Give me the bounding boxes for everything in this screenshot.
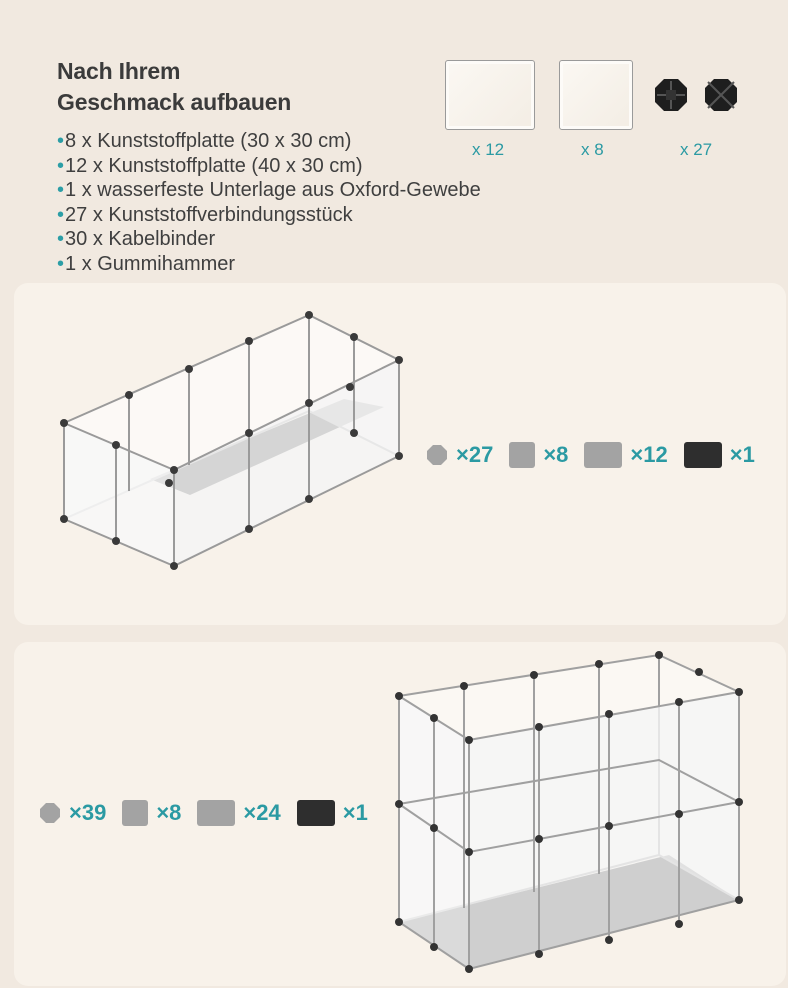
small-panel-image (559, 60, 633, 130)
small-panel-icon (122, 800, 148, 826)
list-item: • 8 x Kunststoffplatte (30 x 30 cm) (57, 129, 481, 154)
list-item: • 12 x Kunststoffplatte (40 x 30 cm) (57, 154, 481, 179)
mat-count: ×1 (729, 442, 755, 467)
title-line-1: Nach Ihrem (57, 58, 181, 84)
connector-icon (704, 78, 738, 112)
connector-icon (426, 444, 448, 466)
flat-pen-illustration (44, 283, 444, 625)
mat-icon (684, 442, 722, 468)
connector-qty: x 27 (680, 140, 713, 159)
large-panel-qty: x 12 (472, 140, 505, 159)
large-panel-icon (584, 442, 622, 468)
connector-count: ×39 (69, 800, 107, 825)
page-title (57, 56, 291, 118)
connector-icon (654, 78, 688, 112)
mat-count: ×1 (342, 800, 368, 825)
connector-count: ×27 (456, 442, 494, 467)
config-1-legend (426, 442, 771, 468)
title-line-2: Geschmack aufbauen (57, 89, 292, 115)
list-item: • 1 x wasserfeste Unterlage aus Oxford-Gewebe (57, 178, 481, 203)
tall-pen-illustration (384, 642, 754, 986)
small-panel-count: ×8 (156, 800, 182, 825)
config-panel-1 (14, 283, 786, 625)
small-panel-icon (509, 442, 535, 468)
list-item: • 27 x Kunststoffverbindungsstück (57, 203, 481, 228)
large-panel-image (445, 60, 535, 130)
connector-icon (39, 802, 61, 824)
config-2-legend (39, 800, 384, 826)
small-panel-count: ×8 (543, 442, 569, 467)
list-item: • 1 x Gummihammer (57, 252, 481, 277)
large-panel-count: ×12 (630, 442, 668, 467)
mat-icon (297, 800, 335, 826)
contents-list (57, 129, 481, 277)
small-panel-qty: x 8 (581, 140, 604, 159)
list-item: • 30 x Kabelbinder (57, 227, 481, 252)
config-panel-2 (14, 642, 786, 986)
large-panel-count: ×24 (243, 800, 281, 825)
large-panel-icon (197, 800, 235, 826)
